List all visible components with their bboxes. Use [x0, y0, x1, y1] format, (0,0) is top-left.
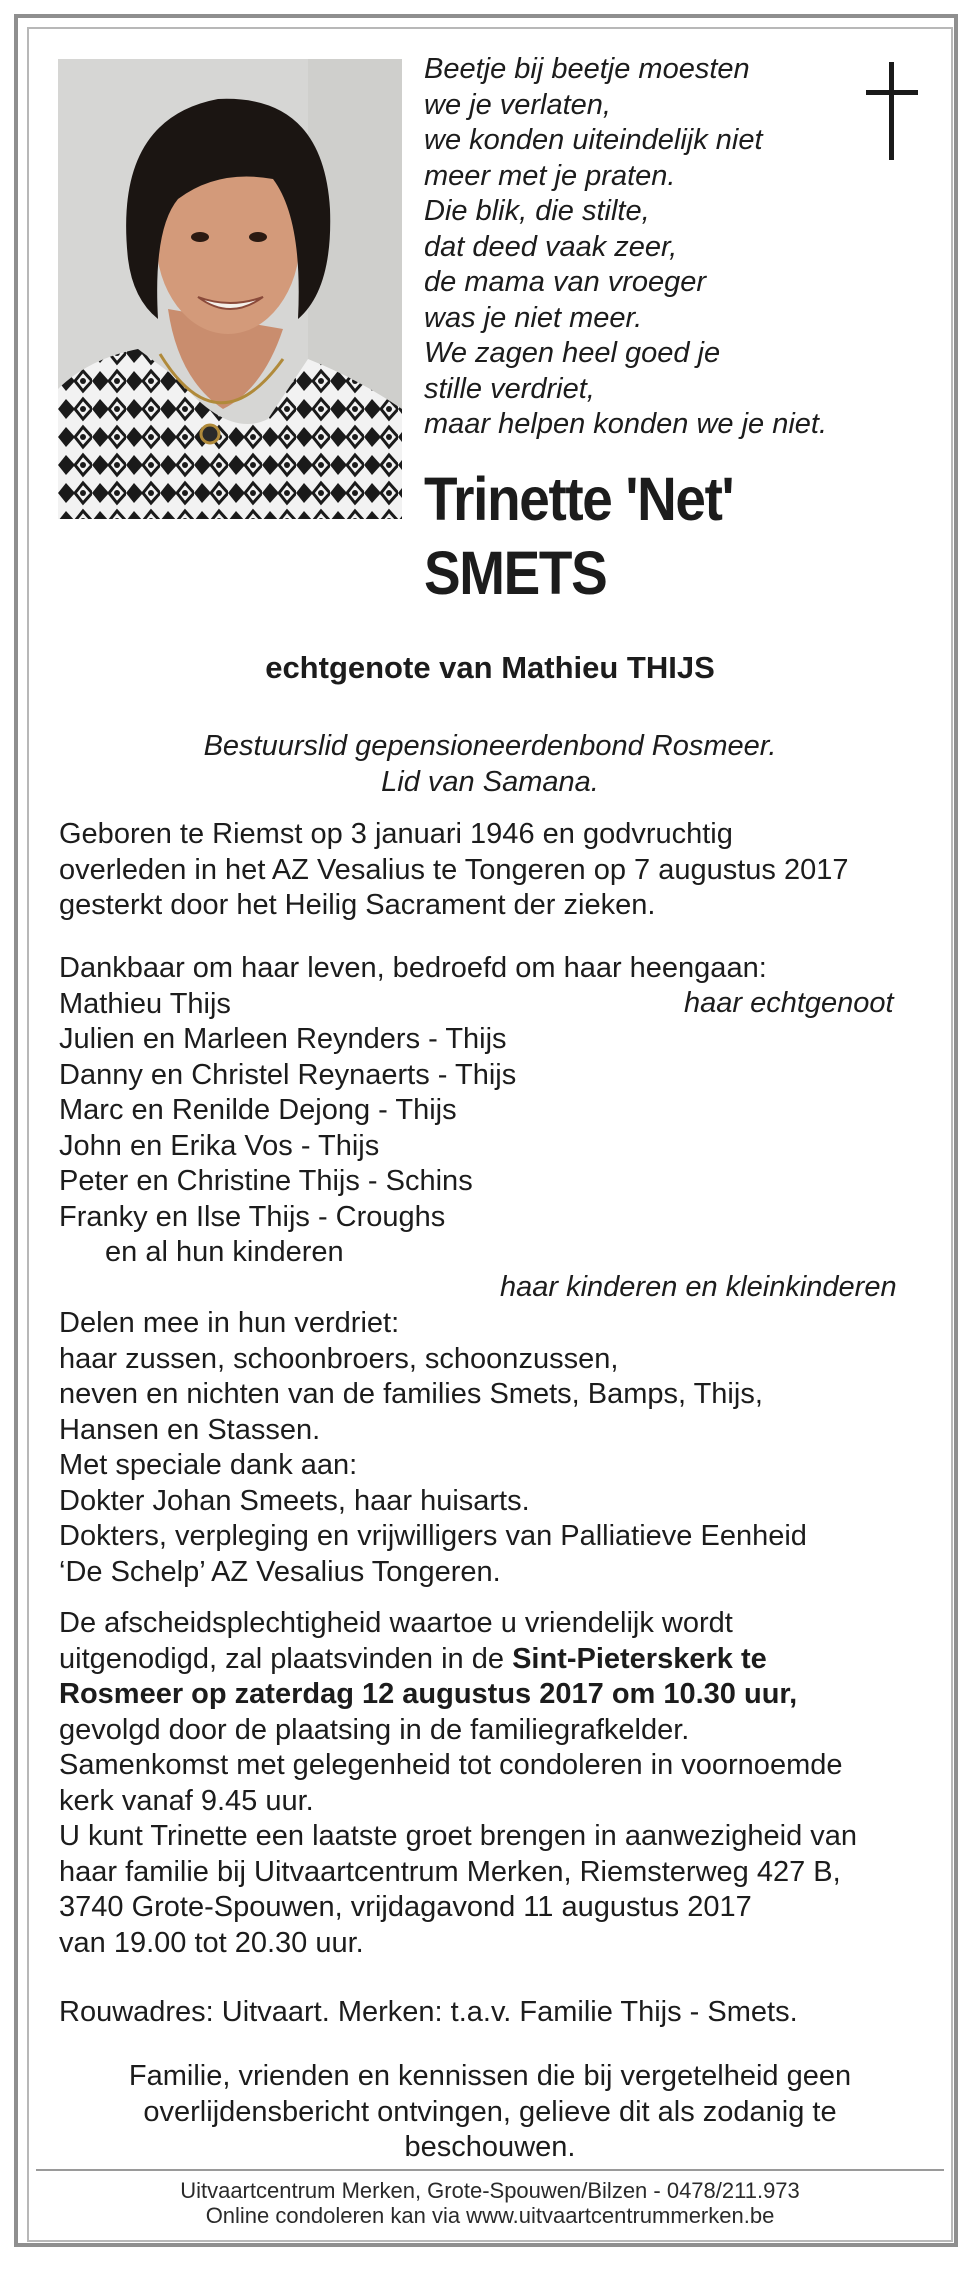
spouse-line: echtgenote van Mathieu THIJS — [265, 650, 715, 685]
paragraph-line: Geboren te Riemst op 3 januari 1946 en godvruchtig — [59, 818, 733, 850]
poem-line: we je verlaten, — [424, 88, 611, 121]
birth-death-paragraph — [59, 817, 939, 924]
paragraph-line: 3740 Grote-Spouwen, vrijdagavond 11 augustus 2017 — [59, 1891, 752, 1923]
footer-divider — [36, 2169, 944, 2171]
others-line: Hansen en Stassen. — [59, 1413, 321, 1446]
closing-line: overlijdensbericht ontvingen, gelieve dit als zodanig te — [143, 2095, 837, 2128]
child-family: John en Erika Vos - Thijs — [59, 1129, 380, 1162]
poem — [424, 52, 864, 443]
child-family: Julien en Marleen Reynders - Thijs — [59, 1023, 507, 1055]
mourners-intro: Dankbaar om haar leven, bedroefd om haar heengaan: — [59, 952, 767, 984]
child-family: Danny en Christel Reynaerts - Thijs — [59, 1058, 517, 1091]
footer — [0, 2178, 980, 2228]
footer-condolence-link: Online condoleren kan via www.uitvaartcentrummerken.be — [205, 2203, 775, 2228]
paragraph-line: overleden in het AZ Vesalius te Tongeren op 7 augustus 2017 — [59, 853, 849, 886]
closing-note — [60, 2059, 920, 2166]
ceremony-text: uitgenodigd, zal plaatsvinden in de — [59, 1642, 513, 1675]
portrait-photo — [58, 59, 402, 519]
latin-cross-icon — [866, 62, 918, 160]
closing-line: Familie, vrienden en kennissen die bij vergetelheid geen — [128, 2060, 852, 2092]
paragraph-line: haar familie bij Uitvaartcentrum Merken, Riemsterweg 427 B, — [59, 1855, 841, 1888]
others-line: haar zussen, schoonbroers, schoonzussen, — [59, 1342, 619, 1375]
ceremony-paragraph — [59, 1606, 939, 1961]
closing-line: beschouwen. — [404, 2131, 576, 2163]
paragraph-line: gevolgd door de plaatsing in de familiegrafkelder. — [59, 1713, 690, 1746]
ceremony-church: Sint-Pieterskerk te — [512, 1642, 767, 1675]
role-line: Lid van Samana. — [381, 766, 599, 798]
children-relation: haar kinderen en kleinkinderen — [500, 1271, 897, 1303]
paragraph-line: kerk vanaf 9.45 uur. — [59, 1784, 314, 1817]
address-text: Rouwadres: Uitvaart. Merken: t.a.v. Familie Thijs - Smets. — [59, 1996, 798, 2028]
paragraph-line: U kunt Trinette een laatste groet brengen in aanwezigheid van — [59, 1820, 858, 1852]
husband-relation: haar echtgenoot — [684, 987, 894, 1019]
deceased-first-name: Trinette 'Net' — [424, 465, 734, 533]
others-line: Met speciale dank aan: — [59, 1449, 358, 1481]
poem-line: meer met je praten. — [424, 159, 676, 192]
address-line — [59, 1995, 939, 2031]
deceased-name — [424, 462, 733, 610]
poem-line: stille verdriet, — [424, 372, 595, 405]
husband-name: Mathieu Thijs — [59, 987, 231, 1020]
others-line: Dokter Johan Smeets, haar huisarts. — [59, 1484, 530, 1517]
paragraph-line — [59, 1677, 939, 1713]
grandchildren-line: en al hun kinderen — [105, 1236, 344, 1268]
paragraph-line: Samenkomst met gelegenheid tot condoleren in voornoemde — [59, 1749, 843, 1781]
footer-funeral-home: Uitvaartcentrum Merken, Grote-Spouwen/Bilzen - 0478/211.973 — [180, 2178, 800, 2203]
paragraph-line: De afscheidsplechtigheid waartoe u vriendelijk wordt — [59, 1607, 733, 1639]
paragraph-line: gesterkt door het Heilig Sacrament der zieken. — [59, 889, 656, 921]
paragraph-line — [59, 1642, 939, 1678]
role-line: Bestuurslid gepensioneerdenbond Rosmeer. — [203, 730, 777, 762]
poem-line: de mama van vroeger — [424, 266, 707, 298]
roles — [0, 728, 980, 800]
others-line: Dokters, verpleging en vrijwilligers van Palliatieve Eenheid — [59, 1520, 807, 1552]
ceremony-datetime: Rosmeer op zaterdag 12 augustus 2017 om 10.30 uur, — [59, 1678, 798, 1710]
others-line: neven en nichten van de families Smets, Bamps, Thijs, — [59, 1378, 763, 1410]
child-family: Marc en Renilde Dejong - Thijs — [59, 1094, 457, 1126]
others-line: ‘De Schelp’ AZ Vesalius Tongeren. — [59, 1555, 501, 1588]
poem-line: We zagen heel goed je — [424, 337, 721, 369]
poem-line: Die blik, die stilte, — [424, 195, 650, 227]
deceased-last-name: SMETS — [424, 539, 607, 607]
child-family: Peter en Christine Thijs - Schins — [59, 1165, 473, 1197]
others-line: Delen mee in hun verdriet: — [59, 1307, 400, 1339]
child-family: Franky en Ilse Thijs - Croughs — [59, 1200, 446, 1233]
poem-line: dat deed vaak zeer, — [424, 230, 678, 263]
paragraph-line: van 19.00 tot 20.30 uur. — [59, 1926, 364, 1959]
poem-line: maar helpen konden we je niet. — [424, 408, 828, 440]
poem-line: was je niet meer. — [424, 301, 643, 334]
poem-line: we konden uiteindelijk niet — [424, 124, 763, 156]
poem-line: Beetje bij beetje moesten — [424, 53, 750, 85]
